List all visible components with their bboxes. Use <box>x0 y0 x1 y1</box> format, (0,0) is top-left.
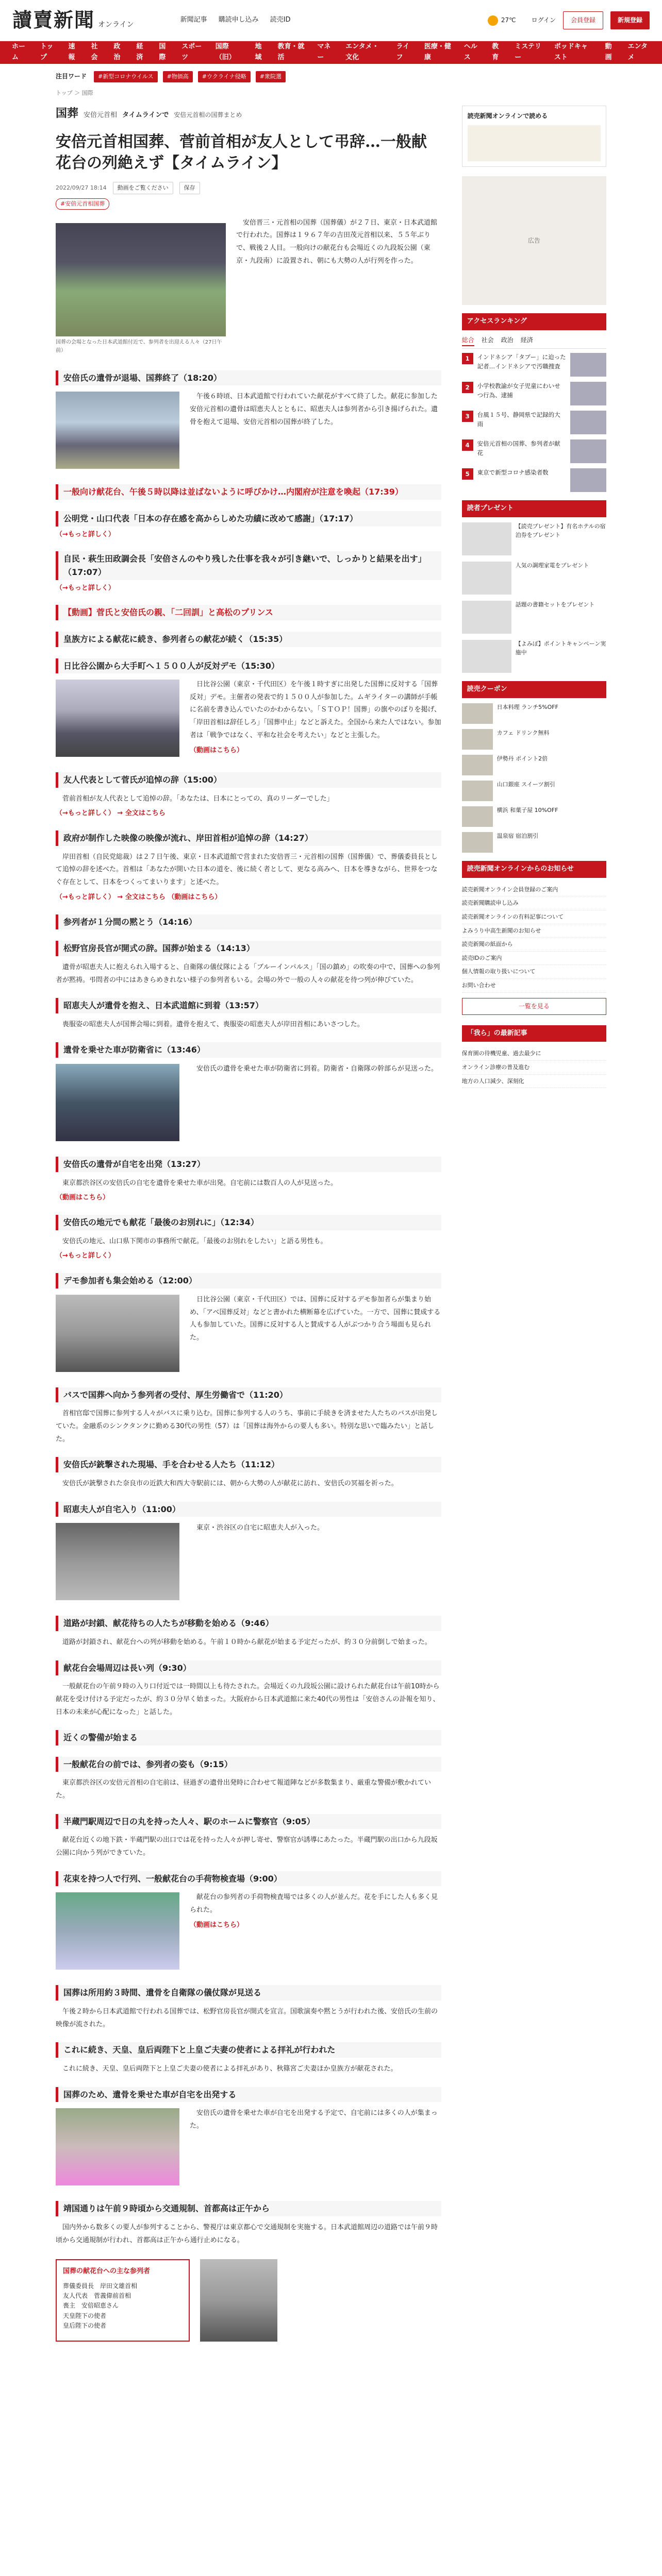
timeline-text: 安倍氏の遺骨を乗せた車が防衛省に到着。防衛省・自衛隊の幹部らが見送った。 <box>196 1065 438 1073</box>
ranking-text: インドネシア「タブー」に迫った記者…インドネシアで汚職捜査 <box>477 353 566 370</box>
timeline-text: 国内外から数多くの要人が参列することから、警視庁は東京都心で交通規制を実施する。日本武道館周辺の道路では午前９時頃から交通規制が行われ、首都高は正午から通行止めになる。 <box>56 2223 438 2244</box>
prize-item[interactable] <box>462 562 606 595</box>
participant-title: 国葬の献花台への主な参列者 <box>63 2267 151 2276</box>
timeline-entry <box>56 1215 441 1262</box>
lead-figure <box>56 223 226 355</box>
header-actions <box>532 11 650 29</box>
lead-caption: 国葬の会場となった日本武道館付近で、参列者を出迎える人々（27日午前） <box>56 339 222 353</box>
nav-item[interactable]: 動画 <box>605 43 612 61</box>
participant-item: 喪主 安倍昭恵さん <box>63 2302 119 2310</box>
timeline-text: 菅前首相が友人代表として追悼の辞。「あなたは、日本にとっての、真のリーダーでした」 <box>62 794 334 803</box>
timeline-figure <box>56 392 179 469</box>
weather-temp: 27℃ <box>501 16 516 24</box>
logo-text: 讀賣新聞 <box>12 8 95 32</box>
timeline-text: 東京都渋谷区の安倍元首相の自宅前は、昼過ぎの遺骨出発時に合わせて報道陣などが多数集まり、厳重な警備が敷かれていた。 <box>56 1779 432 1800</box>
timeline-entry <box>56 914 441 930</box>
timeline-text: 安倍氏が銃撃された奈良市の近鉄大和西大寺駅前には、朝から大勢の人が献花に訪れ、安倍氏の冥福を祈った。 <box>62 1480 398 1488</box>
timeline-photo[interactable] <box>56 1892 179 1970</box>
timeline-photo[interactable] <box>56 1523 179 1600</box>
timeline-heading: 国葬は所用約３時間、遺骨を自衛隊の儀仗隊が見送る <box>56 1985 441 2001</box>
notice-title: 読売新聞オンラインからのお知らせ <box>462 861 606 878</box>
timeline <box>56 370 441 2247</box>
coupon-text: 温泉宿 宿泊割引 <box>496 832 539 839</box>
notice-link[interactable]: 読売新聞オンラインの有料記事について <box>462 910 606 924</box>
lead-block <box>56 217 441 359</box>
nav-item[interactable]: エンタメ <box>627 43 648 61</box>
more-link[interactable]: （→もっと詳しく） <box>56 1252 115 1260</box>
prize-thumb <box>462 562 511 595</box>
article-section <box>56 105 441 123</box>
header-link-subscribe[interactable]: 購読申し込み <box>218 16 259 24</box>
timeline-entry <box>56 2042 441 2075</box>
timeline-heading: 一般献花台の前では、参列者の姿も（9:15） <box>56 1757 441 1772</box>
save-button[interactable]: 保存 <box>179 182 200 194</box>
timeline-heading: 近くの警備が始まる <box>56 1730 441 1745</box>
login-link[interactable]: ログイン <box>531 16 556 24</box>
timeline-entry <box>56 511 441 540</box>
nav-item[interactable]: 政治 <box>113 43 121 61</box>
notice-link[interactable]: 読売IDのご案内 <box>462 952 606 965</box>
coupon-text: カフェ ドリンク無料 <box>496 729 550 736</box>
timeline-photo[interactable] <box>56 1295 179 1372</box>
timeline-entry <box>56 1757 441 1803</box>
rank-number: 5 <box>462 468 473 480</box>
participant-list <box>63 2281 183 2331</box>
timeline-entry <box>56 998 441 1031</box>
prize-text: 話題の書籍セットをプレゼント <box>515 601 595 608</box>
timeline-figure <box>56 680 179 757</box>
coupon-thumb <box>462 729 493 750</box>
nav-item[interactable]: ライフ <box>396 43 410 61</box>
coupon-text: 日本料理 ランチ5%OFF <box>496 703 558 710</box>
prize-text: 【よみぽ】ポイントキャンペーン実施中 <box>515 640 606 656</box>
ranking-item[interactable] <box>462 468 606 492</box>
timeline-entry <box>56 1660 441 1719</box>
coupon-item[interactable] <box>462 806 606 827</box>
timeline-figure <box>56 1523 179 1600</box>
nav-item[interactable]: 経済 <box>136 43 143 61</box>
timeline-entry <box>56 551 441 594</box>
article-tag[interactable]: #安倍元首相国葬 <box>56 198 109 210</box>
timeline-text: 献花台近くの地下鉄・半蔵門駅の出口では花を持った人々が押し寄せ、警察官が誘導にあたった。半蔵門駅の出口から九段坂公園に向かう列ができていた。 <box>56 1836 438 1857</box>
article-date: 2022/09/27 18:14 <box>56 184 107 192</box>
section-title: 国葬 <box>56 107 79 121</box>
rank-number: 4 <box>462 439 473 451</box>
mini-list <box>462 1047 606 1088</box>
view-all-button[interactable]: 一覧を見る <box>462 998 606 1015</box>
nav-item[interactable]: スポーツ <box>181 43 202 61</box>
lead-photo[interactable] <box>56 223 226 336</box>
ranking-thumb <box>570 382 606 405</box>
timeline-heading: 友人代表として菅氏が追悼の辞（15:00） <box>56 772 441 788</box>
register-button[interactable]: 会員登録 <box>563 11 603 29</box>
participant-photo[interactable] <box>200 2259 277 2342</box>
timeline-text: 首相官邸で国葬に参列する人々がバスに乗り込む。国葬に参列する人のうち、事前に手続きを済ませた人たちのバスが出発していた。金融系のシンクタンクに勤める30代の男性（57）は「国葬は海外からの要人も多い。特別な思いで臨みたい」と話した。 <box>56 1410 438 1443</box>
ranking-item[interactable] <box>462 439 606 463</box>
rank-number: 2 <box>462 382 473 393</box>
timeline-figure <box>56 2108 179 2185</box>
header-link-id[interactable]: 読売ID <box>270 16 291 24</box>
timeline-text: 一般献花台の午前９時の入り口付近では一時間以上も待たされた。会場近くの九段坂公園に設けられた献花台は午前10時から献花を受け付ける予定だったが、約３０分早く始まった。大阪府から日本武道館に来た40代の男性は「安倍さんの訃報を知り、日本の未来が心配になった」と話した。 <box>56 1683 440 1716</box>
weather-widget[interactable] <box>488 15 516 26</box>
nav-item[interactable]: 国際（旧） <box>215 43 236 61</box>
coupon-thumb <box>462 703 493 724</box>
rank-number: 1 <box>462 353 473 364</box>
timeline-entry <box>56 2201 441 2247</box>
coupon-title: 読売クーポン <box>462 681 606 698</box>
topic-bar <box>0 64 662 82</box>
timeline-entry <box>56 658 441 761</box>
notice-link[interactable]: よみうり中高生新聞のお知らせ <box>462 924 606 938</box>
prize-title: 読者プレゼント <box>462 500 606 517</box>
coupon-item[interactable] <box>462 755 606 775</box>
prize-text: 人気の調理家電をプレゼント <box>515 562 589 569</box>
timeline-entry <box>56 772 441 819</box>
prize-text: 【読売プレゼント】有名ホテルの宿泊券をプレゼント <box>515 523 606 538</box>
quote-block <box>56 2259 441 2342</box>
timeline-heading: 安倍氏の遺骨が退場、国葬終了（18:20） <box>56 370 441 386</box>
timeline-entry <box>56 605 441 620</box>
timeline-text: 安倍氏の地元、山口県下関市の事務所で献花。「最後のお別れをしたい」と語る男性も。 <box>62 1237 327 1245</box>
prize-thumb <box>462 640 511 673</box>
prize-item[interactable] <box>462 522 606 555</box>
nav-item[interactable]: 国際 <box>159 43 166 61</box>
more-link[interactable]: （動画はこちら） <box>190 1921 244 1929</box>
timeline-photo[interactable] <box>56 392 179 469</box>
timeline-heading: 安倍氏の遺骨が自宅を出発（13:27） <box>56 1157 441 1172</box>
timeline-entry <box>56 1457 441 1490</box>
ranking-tab[interactable]: 社会 <box>481 336 494 344</box>
ranking-item[interactable] <box>462 353 606 377</box>
ranking-text: 台風１５号、静岡県で記録的大雨 <box>477 411 560 428</box>
ranking-tab[interactable]: 経済 <box>520 336 533 344</box>
timeline-heading: 日比谷公園から大手町へ１５００人が反対デモ（15:30） <box>56 658 441 674</box>
timeline-heading: これに続き、天皇、皇后両陛下と上皇ご夫妻の使者による拝礼が行われた <box>56 2042 441 2058</box>
timeline-entry <box>56 1157 441 1204</box>
coupon-thumb <box>462 832 493 853</box>
participant-item: 友人代表 菅義偉前首相 <box>63 2292 131 2300</box>
more-link[interactable]: （→もっと詳しく） → 全文はこちら <box>56 809 166 818</box>
timeline-heading: 献花台会場周辺は長い列（9:30） <box>56 1660 441 1676</box>
timeline-entry <box>56 1502 441 1605</box>
timeline-entry <box>56 1042 441 1145</box>
ranking-tab[interactable]: 政治 <box>501 336 514 344</box>
timeline-heading: バスで国葬へ向かう参列者の受付、厚生労働省で（11:20） <box>56 1387 441 1403</box>
series-subtitle: 安倍元首相の国葬まとめ <box>174 111 242 119</box>
coupon-item[interactable] <box>462 781 606 801</box>
nav-item[interactable]: 速報 <box>68 43 75 61</box>
logo-subtext: オンライン <box>98 21 134 29</box>
prize-list <box>462 522 606 673</box>
timeline-photo[interactable] <box>56 2108 179 2185</box>
rank-number: 3 <box>462 411 473 422</box>
timeline-heading: 政府が制作した映像の映像が流れ、岸田首相が追悼の辞（14:27） <box>56 831 441 846</box>
timeline-entry <box>56 831 441 903</box>
timeline-text: 岸田首相（自民党総裁）は２７日午後、東京・日本武道館で営まれた安倍晋三・元首相の国葬（国葬儀）で、葬儀委員長として追悼の辞を述べた。首相は「あなたが開いた日本の道を、後に続く者として、更なる高みへ、日本を導きながら、世界をつなぐ存在として、日本をつくってまいります」と述べた。 <box>56 853 438 887</box>
coupon-list <box>462 703 606 853</box>
promo-image <box>468 125 601 161</box>
timeline-heading: 半蔵門駅周辺で日の丸を持った人々、駅のホームに警察官（9:05） <box>56 1814 441 1829</box>
topic-tag[interactable]: #ウクライナ侵略 <box>198 71 251 82</box>
timeline-heading: 安倍氏が銃撃された現場、手を合わせる人たち（11:12） <box>56 1457 441 1472</box>
timeline-entry <box>56 1730 441 1745</box>
more-link[interactable]: （→もっと詳しく） <box>56 584 115 592</box>
timeline-figure <box>56 1892 179 1970</box>
notice-link[interactable]: 読売新聞オンライン会員登録のご案内 <box>462 883 606 897</box>
timeline-figure <box>56 1064 179 1141</box>
timeline-text: 安倍氏の遺骨を乗せた車が自宅を出発する予定で、自宅前には多くの人が集まった。 <box>190 2109 438 2130</box>
timeline-heading: 公明党・山口代表「日本の存在感を高からしめた功績に改めて感謝」（17:17） <box>56 511 441 527</box>
article-title: 安倍元首相国葬、菅前首相が友人として弔辞…一般献花台の列絶えず【タイムライン】 <box>56 133 427 172</box>
coupon-text: 山口銀座 スイーツ割引 <box>496 781 555 788</box>
ranking-text: 小学校教諭が女子児童にわいせつ行為、逮捕 <box>477 382 560 399</box>
ranking-item[interactable] <box>462 382 606 405</box>
coupon-thumb <box>462 806 493 827</box>
nav-item[interactable]: ヘルス <box>464 43 477 61</box>
timeline-entry <box>56 2087 441 2190</box>
coupon-item[interactable] <box>462 832 606 853</box>
timeline-heading[interactable]: 【動画】菅氏と安倍氏の親、「二回訓」と高松のプリンス <box>56 605 441 620</box>
timeline-photo[interactable] <box>56 1064 179 1141</box>
timeline-text: 午後２時から日本武道館で行われる国葬では、松野官房長官が開式を宣言。国歌演奏や黙とうが行われた後、安倍氏の生前の映像が流された。 <box>56 2008 438 2028</box>
nav-item[interactable]: 社会 <box>91 43 98 61</box>
timeline-entry <box>56 1985 441 2031</box>
mini-link[interactable]: オンライン診療の普及進む <box>462 1061 606 1075</box>
ranking-thumb <box>570 411 606 434</box>
timeline-heading: 皇族方による献花に続き、参列者らの献花が続く（15:35） <box>56 632 441 647</box>
timeline-heading: 自民・萩生田政調会長「安倍さんのやり残した仕事を我々が引き継いで、しっかりと結果を出す」（17:07） <box>56 551 441 580</box>
timeline-text: 東京・渋谷区の自宅に昭恵夫人が入った。 <box>196 1524 324 1532</box>
site-logo[interactable] <box>12 5 134 36</box>
subscribe-button[interactable]: 新規登録 <box>610 11 650 29</box>
ranking-thumb <box>570 353 606 377</box>
timeline-heading: 昭恵夫人が自宅入り（11:00） <box>56 1502 441 1517</box>
timeline-heading: デモ参加者も集会始める（12:00） <box>56 1273 441 1289</box>
ranking-thumb <box>570 468 606 492</box>
article-main <box>56 97 441 2342</box>
nav-item[interactable]: ポッドキャスト <box>554 43 588 61</box>
coupon-item[interactable] <box>462 703 606 724</box>
header-link-newspaper[interactable]: 新聞記事 <box>180 16 207 24</box>
timeline-entry <box>56 1814 441 1860</box>
ad-slot[interactable]: 広告 <box>462 176 606 305</box>
more-link[interactable]: （→もっと詳しく） <box>56 530 115 538</box>
notice-link[interactable]: 読売新聞の紙面から <box>462 938 606 952</box>
lead-text: 安倍晋三・元首相の国葬（国葬儀）が２７日、東京・日本武道館で行われた。国葬は１９６７年の吉田茂元首相以来、５５年ぶりで、戦後２人目。一般向けの献花台も会場近くの九段坂公園（東京・九段南）に設置され、朝にも大勢の人が行列を作った。 <box>236 218 438 265</box>
video-button[interactable]: 動画をご覧ください <box>113 182 173 194</box>
nav-item[interactable]: ミステリー <box>515 43 541 61</box>
notice-link[interactable]: 読売新聞購読申し込み <box>462 896 606 910</box>
nav-item[interactable]: エンタメ・文化 <box>345 43 379 61</box>
ranking-text: 安倍元首相の国葬、参列者が献花 <box>477 440 560 456</box>
nav-item[interactable]: 医療・健康 <box>424 43 451 61</box>
promo-box[interactable] <box>462 106 606 167</box>
notice-link[interactable]: 個人情報の取り扱いについて <box>462 965 606 979</box>
timeline-heading: 松野官房長官が開式の辞。国葬が始まる（14:13） <box>56 941 441 956</box>
promo-title: 読売新聞オンラインで読める <box>467 112 548 120</box>
nav-item[interactable]: 教育 <box>492 43 499 61</box>
timeline-text: 遺骨が昭恵夫人に抱えられ入場すると、自衛隊の儀仗隊による「ブルーインパルス」「国の鎮め」の吹奏の中で、国葬への参列者が黙祷。弔問者の中にはあきらめきれない様子の参列者もいる。会場の外で一般の人々の献花を待つ列が伸びていた。 <box>56 963 440 984</box>
timeline-text: 東京都渋谷区の安倍氏の自宅を遺骨を乗せた車が出発。自宅前には数百人の人が見送った。 <box>62 1179 338 1187</box>
ranking-title: アクセスランキング <box>462 313 606 330</box>
coupon-text: 伊勢丹 ポイント2倍 <box>496 755 548 762</box>
ranking-text: 東京で新型コロナ感染者数 <box>477 469 549 477</box>
timeline-text: 献花台の参列者の手荷物検査場では多くの人が並んだ。花を手にした人も多く見られた。 <box>190 1893 438 1914</box>
notice-list <box>462 883 606 993</box>
timeline-text: これに続き、天皇、皇后両陛下と上皇ご夫妻の使者による拝礼があり、秋篠宮ご夫妻ほか皇族方が献花された。 <box>62 2064 398 2073</box>
timeline-heading: 靖国通りは午前９時頃から交通規制、首都高は正午から <box>56 2201 441 2216</box>
timeline-entry <box>56 632 441 647</box>
nav-item[interactable]: トップ <box>40 43 54 61</box>
more-link[interactable]: （→もっと詳しく） → 全文はこちら （動画はこちら） <box>56 893 222 901</box>
timeline-heading: 昭恵夫人が遺骨を抱え、日本武道館に到着（13:57） <box>56 998 441 1013</box>
timeline-entry <box>56 1273 441 1376</box>
site-header <box>0 0 662 41</box>
series-title: タイムラインで <box>122 111 169 120</box>
topic-tag[interactable]: #衆院選 <box>256 71 286 82</box>
more-link[interactable]: （動画はこちら） <box>190 746 244 754</box>
topic-tag[interactable]: #新型コロナウイルス <box>94 71 158 82</box>
section-subtitle: 安倍元首相 <box>84 111 118 120</box>
timeline-entry <box>56 1387 441 1446</box>
timeline-entry <box>56 370 441 473</box>
coupon-text: 横浜 和菓子屋 10%OFF <box>496 806 558 814</box>
sun-icon <box>488 15 498 26</box>
timeline-text: 道路が封鎖され、献花台への列が移動を始める。午前１０時から献花が始まる予定だったが、約３０分前倒しで始まった。 <box>62 1638 432 1646</box>
topic-tag[interactable]: #物価高 <box>163 71 193 82</box>
timeline-text: 日比谷公園（東京・千代田区）では、国葬に反対するデモ参加者らが集まり始め、「アベ国葬反対」などと書かれた横断幕を広げていた。一方で、国葬に賛成する人も参加していた。国葬に反対する人と賛成する人がぶつかり合う場面も見られた。 <box>190 1295 441 1342</box>
more-link[interactable]: （動画はこちら） <box>56 1194 110 1202</box>
timeline-entry <box>56 1871 441 1974</box>
participant-item: 葬儀委員長 岸田文雄首相 <box>63 2282 138 2290</box>
participant-item: 天皇陛下の使者 <box>63 2312 107 2319</box>
ranking-tabs <box>462 335 606 349</box>
timeline-heading: 参列者が１分間の黙とう（14:16） <box>56 914 441 930</box>
coupon-thumb <box>462 781 493 801</box>
mini-link[interactable]: 保育園の待機児童、過去最少に <box>462 1047 606 1061</box>
timeline-photo[interactable] <box>56 680 179 757</box>
coupon-item[interactable] <box>462 729 606 750</box>
topic-label: 注目ワード <box>56 73 87 80</box>
main-nav <box>0 41 662 64</box>
timeline-entry <box>56 941 441 987</box>
header-links <box>180 15 291 26</box>
timeline-text: 午後６時頃、日本武道館で行われていた献花がすべて終了した。献花に参加した安倍元首相の遺骨は昭恵夫人とともに、昭恵夫人は参列者から引き揚げられた。遺骨を抱えて退場、安倍元首相の国葬が終了した。 <box>190 393 438 426</box>
participant-item: 皇后陛下の使者 <box>63 2321 107 2329</box>
article-meta <box>56 182 441 194</box>
timeline-heading: 花束を持つ人で行列、一般献花台の手荷物検査場（9:00） <box>56 1871 441 1887</box>
timeline-heading: 安倍氏の地元でも献花「最後のお別れに」（12:34） <box>56 1215 441 1230</box>
timeline-figure <box>56 1295 179 1372</box>
notice-link[interactable]: お問い合わせ <box>462 979 606 993</box>
prize-item[interactable] <box>462 601 606 634</box>
mini-link[interactable]: 地方の人口減少、深刻化 <box>462 1075 606 1089</box>
prize-thumb <box>462 522 511 555</box>
timeline-heading: 国葬のため、遺骨を乗せた車が自宅を出発する <box>56 2087 441 2103</box>
nav-item[interactable]: ホーム <box>12 43 26 61</box>
ranking-item[interactable] <box>462 411 606 434</box>
nav-item[interactable]: 教育・就活 <box>277 43 305 61</box>
participant-box <box>56 2259 190 2342</box>
timeline-entry <box>56 484 441 500</box>
prize-item[interactable] <box>462 640 606 673</box>
timeline-text: 喪服姿の昭恵夫人が国葬会場に到着。遺骨を抱えて、喪服姿の昭恵夫人が岸田首相にあいさつした。 <box>62 1020 364 1028</box>
sidebar <box>462 97 606 2342</box>
prize-thumb <box>462 601 511 634</box>
ranking-tab[interactable]: 総合 <box>462 335 474 346</box>
ranking-list <box>462 353 606 492</box>
nav-item[interactable]: 地域 <box>255 43 262 61</box>
timeline-entry <box>56 1616 441 1649</box>
timeline-text: 日比谷公園（東京・千代田区）を午後１時すぎに出発した国葬に反対する「国葬反対」デモ。主催者の発表で約１５００人が参加した。ムギライターの講師が手帳に名前を書き込んでいたのかわからない。「ＳＴＯＰ！国葬」の旗やのぼりを掲げ、「岸田首相は辞任しろ」「国葬中止」などと訴えた。全国から来た人ではない。参加者は「戦争ではなく、平和な社会を考えたい」などと主張した。 <box>190 681 441 739</box>
mini-title: 「我ら」の最新記事 <box>462 1025 606 1042</box>
breadcrumb[interactable]: トップ ＞ 国際 <box>56 89 93 96</box>
timeline-heading: 道路が封鎖、献花待ちの人たちが移動を始める（9:46） <box>56 1616 441 1631</box>
ranking-thumb <box>570 439 606 463</box>
nav-item[interactable]: マネー <box>317 43 331 61</box>
timeline-heading: 遺骨を乗せた車が防衛省に（13:46） <box>56 1042 441 1058</box>
coupon-thumb <box>462 755 493 775</box>
timeline-heading[interactable]: 一般向け献花台、午後５時以降は並ばないように呼びかけ…内閣府が注意を喚起（17:39） <box>56 484 441 500</box>
